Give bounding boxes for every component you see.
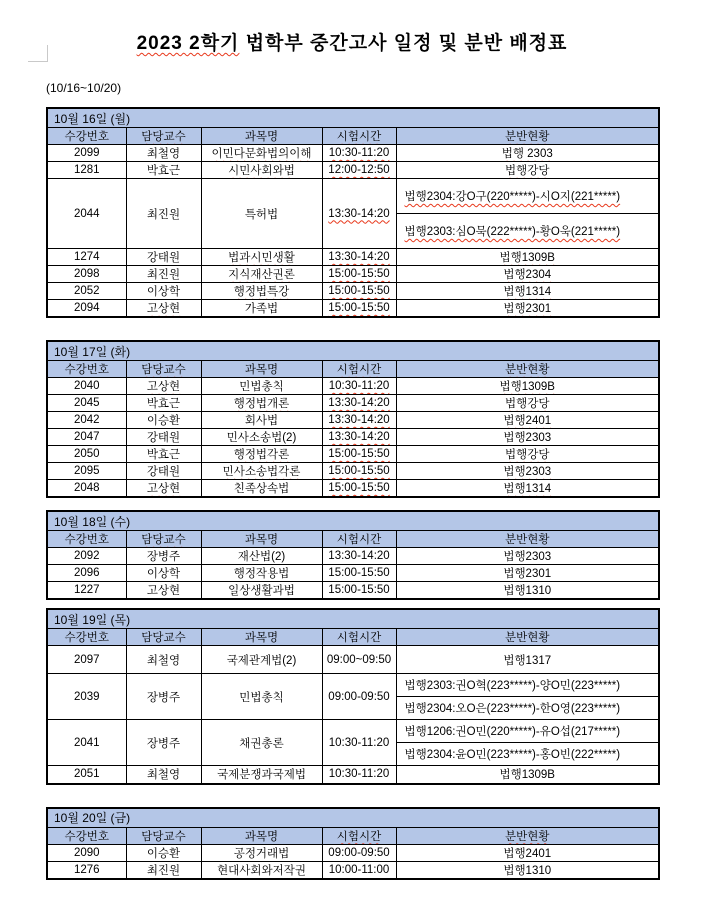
room-assignment-cell: 법행1309B xyxy=(396,249,659,266)
exam-row xyxy=(47,162,659,179)
exam-day-table xyxy=(46,107,660,318)
exam-row xyxy=(47,480,659,498)
page-title-rest: 법학부 중간고사 일정 및 분반 배정표 xyxy=(239,33,568,54)
exam-time-cell: 10:00-11:00 xyxy=(322,861,396,879)
professor-cell: 최철영 xyxy=(126,646,201,674)
room-assignment-cell: 법행2304:강O구(220*****)-시O지(221*****) xyxy=(396,179,659,214)
room-assignment-cell: 법행2303:권O혁(223*****)-양O민(223*****) xyxy=(396,674,659,697)
professor-cell: 최진원 xyxy=(126,179,201,249)
subject-cell: 가족법 xyxy=(201,300,322,318)
course-number-cell: 1276 xyxy=(47,861,126,879)
exam-day-table xyxy=(46,340,660,498)
subject-cell: 행정법각론 xyxy=(201,446,322,463)
column-header-subject: 과목명 xyxy=(201,361,322,378)
day-header: 10월 20일 (금) xyxy=(47,808,659,828)
subject-cell: 이민다문화법의이해 xyxy=(201,145,322,162)
subject-cell: 법과시민생활 xyxy=(201,249,322,266)
professor-cell: 고상현 xyxy=(126,582,201,600)
column-header-room: 분반현황 xyxy=(396,128,659,145)
column-header-prof: 담당교수 xyxy=(126,531,201,548)
subject-cell: 공정거래법 xyxy=(201,844,322,861)
exam-row xyxy=(47,283,659,300)
column-header-no: 수강번호 xyxy=(47,128,126,145)
page-title-highlight: 2023 2학기 xyxy=(136,33,240,54)
room-assignment-cell: 법행2304:오O은(223*****)-한O영(223*****) xyxy=(396,697,659,720)
corner-mark-vertical-line xyxy=(47,45,48,61)
room-assignment-cell: 법행강당 xyxy=(396,162,659,179)
exam-time-cell: 10:30-11:20 xyxy=(322,145,396,162)
exam-row xyxy=(47,844,659,861)
subject-cell: 채권총론 xyxy=(201,720,322,766)
subject-cell: 국제분쟁과국제법 xyxy=(201,766,322,784)
column-header-time: 시험시간 xyxy=(322,827,396,844)
exam-row xyxy=(47,674,659,697)
column-header-time: 시험시간 xyxy=(322,629,396,646)
room-assignment-cell: 법행1309B xyxy=(396,378,659,395)
course-number-cell: 2096 xyxy=(47,565,126,582)
room-assignment-cell: 법행2303 xyxy=(396,548,659,565)
page-title xyxy=(0,28,704,55)
course-number-cell: 2095 xyxy=(47,463,126,480)
room-assignment-cell: 법행2301 xyxy=(396,565,659,582)
day-header: 10월 16일 (월) xyxy=(47,108,659,128)
professor-cell: 박효근 xyxy=(126,395,201,412)
exam-time-cell: 10:30-11:20 xyxy=(322,766,396,784)
room-assignment-cell: 법행1206:권O민(220*****)-유O섭(217*****) xyxy=(396,720,659,743)
column-header-subject: 과목명 xyxy=(201,827,322,844)
subject-cell: 일상생활과법 xyxy=(201,582,322,600)
exam-time-cell: 15:00-15:50 xyxy=(322,582,396,600)
room-assignment-cell: 법행2303 xyxy=(396,429,659,446)
exam-row xyxy=(47,378,659,395)
day-header: 10월 17일 (화) xyxy=(47,341,659,361)
course-number-cell: 2052 xyxy=(47,283,126,300)
room-assignment-cell: 법행1309B xyxy=(396,766,659,784)
subject-cell: 시민사회와법 xyxy=(201,162,322,179)
course-number-cell: 2097 xyxy=(47,646,126,674)
exam-row xyxy=(47,463,659,480)
subject-cell: 행정법개론 xyxy=(201,395,322,412)
course-number-cell: 2094 xyxy=(47,300,126,318)
room-assignment-cell: 법행2304 xyxy=(396,266,659,283)
column-header-no: 수강번호 xyxy=(47,361,126,378)
course-number-cell: 2092 xyxy=(47,548,126,565)
exam-row xyxy=(47,548,659,565)
column-header-time: 시험시간 xyxy=(322,361,396,378)
exam-time-cell: 15:00-15:50 xyxy=(322,283,396,300)
exam-time-cell: 13:30-14:20 xyxy=(322,548,396,565)
exam-row xyxy=(47,429,659,446)
professor-cell: 최철영 xyxy=(126,766,201,784)
column-header-time: 시험시간 xyxy=(322,128,396,145)
course-number-cell: 2041 xyxy=(47,720,126,766)
exam-row xyxy=(47,446,659,463)
professor-cell: 이상학 xyxy=(126,565,201,582)
course-number-cell: 2047 xyxy=(47,429,126,446)
exam-time-cell: 15:00-15:50 xyxy=(322,480,396,498)
column-header-prof: 담당교수 xyxy=(126,629,201,646)
subject-cell: 지식재산권론 xyxy=(201,266,322,283)
column-header-room: 분반현황 xyxy=(396,827,659,844)
exam-time-cell: 09:00-09:50 xyxy=(322,844,396,861)
exam-time-cell: 12:00-12:50 xyxy=(322,162,396,179)
course-number-cell: 2040 xyxy=(47,378,126,395)
exam-time-cell: 13:30-14:20 xyxy=(322,412,396,429)
exam-row xyxy=(47,249,659,266)
column-header-room: 분반현황 xyxy=(396,361,659,378)
exam-row xyxy=(47,720,659,743)
professor-cell: 장병주 xyxy=(126,548,201,565)
exam-row xyxy=(47,179,659,214)
column-header-subject: 과목명 xyxy=(201,629,322,646)
exam-time-cell: 15:00-15:50 xyxy=(322,446,396,463)
column-header-room: 분반현황 xyxy=(396,531,659,548)
subject-cell: 민법총칙 xyxy=(201,378,322,395)
course-number-cell: 1281 xyxy=(47,162,126,179)
day-header: 10월 19일 (목) xyxy=(47,609,659,629)
course-number-cell: 1227 xyxy=(47,582,126,600)
exam-row xyxy=(47,412,659,429)
room-assignment-cell: 법행2304:윤O민(223*****)-홍O빈(222*****) xyxy=(396,743,659,766)
subject-cell: 회사법 xyxy=(201,412,322,429)
corner-mark-horizontal-line xyxy=(28,61,48,62)
room-assignment-cell: 법행2303 xyxy=(396,463,659,480)
column-header-no: 수강번호 xyxy=(47,629,126,646)
subject-cell: 특허법 xyxy=(201,179,322,249)
exam-time-cell: 13:30-14:20 xyxy=(322,249,396,266)
exam-time-cell: 10:30-11:20 xyxy=(322,378,396,395)
room-assignment-cell: 법행2303:심O묵(222*****)-황O욱(221*****) xyxy=(396,214,659,249)
professor-cell: 장병주 xyxy=(126,674,201,720)
course-number-cell: 2045 xyxy=(47,395,126,412)
room-assignment-cell: 법행1314 xyxy=(396,480,659,498)
column-header-time: 시험시간 xyxy=(322,531,396,548)
subject-cell: 민사소송법각론 xyxy=(201,463,322,480)
exam-row xyxy=(47,266,659,283)
professor-cell: 강태원 xyxy=(126,429,201,446)
subject-cell: 친족상속법 xyxy=(201,480,322,498)
professor-cell: 최진원 xyxy=(126,861,201,879)
exam-time-cell: 09:00~09:50 xyxy=(322,646,396,674)
date-range-subtitle: (10/16~10/20) xyxy=(46,81,122,95)
course-number-cell: 2099 xyxy=(47,145,126,162)
exam-time-cell: 13:30-14:20 xyxy=(322,429,396,446)
subject-cell: 현대사회와저작권 xyxy=(201,861,322,879)
exam-day-table xyxy=(46,807,660,880)
exam-row xyxy=(47,582,659,600)
professor-cell: 최진원 xyxy=(126,266,201,283)
column-header-subject: 과목명 xyxy=(201,531,322,548)
professor-cell: 고상현 xyxy=(126,480,201,498)
subject-cell: 민사소송법(2) xyxy=(201,429,322,446)
professor-cell: 이승환 xyxy=(126,844,201,861)
course-number-cell: 2090 xyxy=(47,844,126,861)
room-assignment-cell: 법행2301 xyxy=(396,300,659,318)
course-number-cell: 2098 xyxy=(47,266,126,283)
professor-cell: 장병주 xyxy=(126,720,201,766)
course-number-cell: 1274 xyxy=(47,249,126,266)
professor-cell: 고상현 xyxy=(126,300,201,318)
exam-row xyxy=(47,766,659,784)
course-number-cell: 2048 xyxy=(47,480,126,498)
subject-cell: 민법총칙 xyxy=(201,674,322,720)
exam-row xyxy=(47,145,659,162)
exam-row xyxy=(47,395,659,412)
subject-cell: 행정작용법 xyxy=(201,565,322,582)
room-assignment-cell: 법행1314 xyxy=(396,283,659,300)
professor-cell: 강태원 xyxy=(126,463,201,480)
professor-cell: 강태원 xyxy=(126,249,201,266)
exam-row xyxy=(47,861,659,879)
exam-row xyxy=(47,646,659,674)
room-assignment-cell: 법행1310 xyxy=(396,582,659,600)
column-header-subject: 과목명 xyxy=(201,128,322,145)
exam-time-cell: 09:00-09:50 xyxy=(322,674,396,720)
professor-cell: 이승환 xyxy=(126,412,201,429)
exam-time-cell: 13:30-14:20 xyxy=(322,395,396,412)
course-number-cell: 2051 xyxy=(47,766,126,784)
course-number-cell: 2050 xyxy=(47,446,126,463)
exam-row xyxy=(47,565,659,582)
column-header-no: 수강번호 xyxy=(47,531,126,548)
course-number-cell: 2039 xyxy=(47,674,126,720)
course-number-cell: 2042 xyxy=(47,412,126,429)
room-assignment-cell: 법행 2303 xyxy=(396,145,659,162)
exam-time-cell: 15:00-15:50 xyxy=(322,300,396,318)
column-header-prof: 담당교수 xyxy=(126,827,201,844)
exam-time-cell: 15:00-15:50 xyxy=(322,565,396,582)
room-assignment-cell: 법행1317 xyxy=(396,646,659,674)
exam-time-cell: 13:30-14:20 xyxy=(322,179,396,249)
tables xyxy=(46,107,658,880)
exam-time-cell: 10:30-11:20 xyxy=(322,720,396,766)
exam-row xyxy=(47,300,659,318)
column-header-prof: 담당교수 xyxy=(126,128,201,145)
exam-time-cell: 15:00-15:50 xyxy=(322,463,396,480)
column-header-prof: 담당교수 xyxy=(126,361,201,378)
subject-cell: 재산법(2) xyxy=(201,548,322,565)
room-assignment-cell: 법행2401 xyxy=(396,844,659,861)
exam-day-table xyxy=(46,608,660,785)
column-header-room: 분반현황 xyxy=(396,629,659,646)
room-assignment-cell: 법행강당 xyxy=(396,446,659,463)
subject-cell: 국제관계법(2) xyxy=(201,646,322,674)
professor-cell: 박효근 xyxy=(126,162,201,179)
professor-cell: 이상학 xyxy=(126,283,201,300)
day-header: 10월 18일 (수) xyxy=(47,511,659,531)
room-assignment-cell: 법행2401 xyxy=(396,412,659,429)
column-header-no: 수강번호 xyxy=(47,827,126,844)
exam-time-cell: 15:00-15:50 xyxy=(322,266,396,283)
professor-cell: 박효근 xyxy=(126,446,201,463)
professor-cell: 최철영 xyxy=(126,145,201,162)
subject-cell: 행정법특강 xyxy=(201,283,322,300)
room-assignment-cell: 법행강당 xyxy=(396,395,659,412)
professor-cell: 고상현 xyxy=(126,378,201,395)
course-number-cell: 2044 xyxy=(47,179,126,249)
exam-day-table xyxy=(46,510,660,600)
room-assignment-cell: 법행1310 xyxy=(396,861,659,879)
